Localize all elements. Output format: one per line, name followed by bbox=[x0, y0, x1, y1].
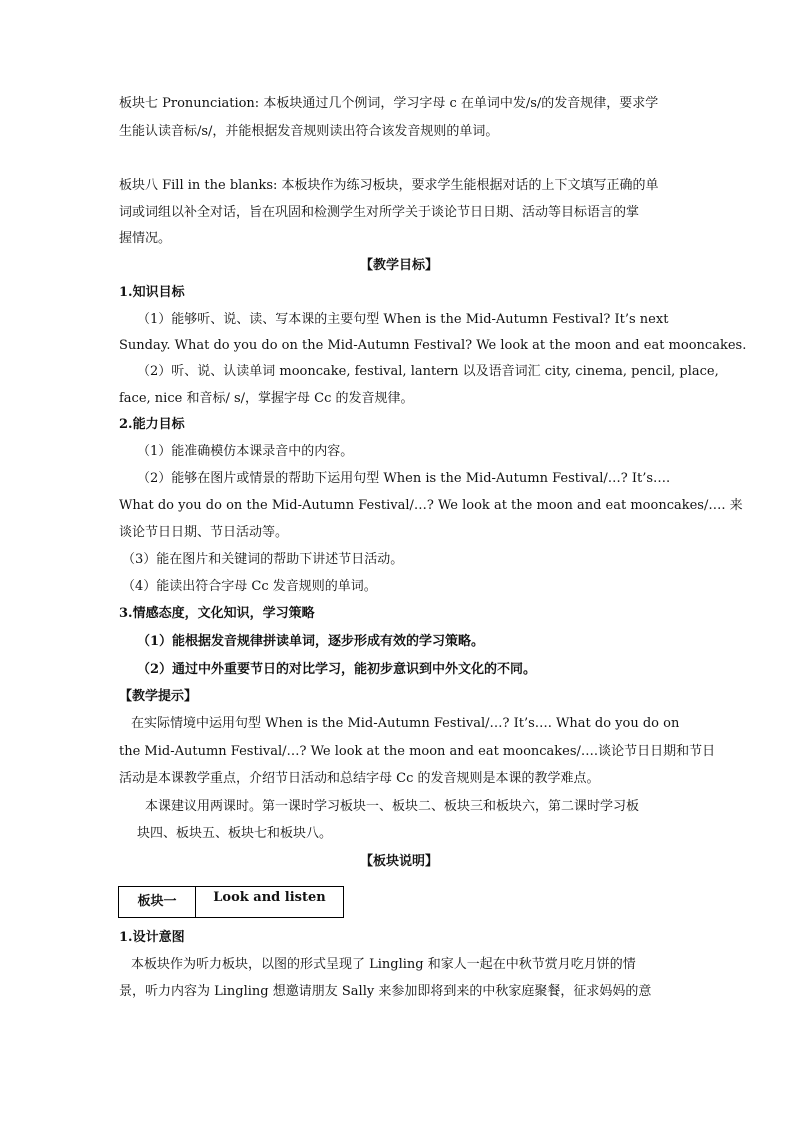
attitude-item2: （2）通过中外重要节日的对比学习，能初步意识到中外文化的不同。 bbox=[137, 662, 537, 677]
ability-heading: 2.能力目标 bbox=[119, 417, 185, 432]
knowledge-heading: 1.知识目标 bbox=[119, 285, 185, 300]
design-line2: 景，听力内容为 Lingling 想邀请朋友 Sally 来参加即将到来的中秋家庭聚餐，征求妈妈的意 bbox=[119, 984, 652, 999]
attitude-item1: （1）能根据发音规律拼读单词，逐步形成有效的学习策略。 bbox=[137, 634, 485, 649]
section7-line1: 板块七 Pronunciation: 本板块通过几个例词，学习字母 c 在单词中发/s/的发音规律，要求学 bbox=[119, 96, 659, 111]
tips-p2-line1: 本课建议用两课时。第一课时学习板块一、板块二、板块三和板块六，第二课时学习板 bbox=[145, 799, 640, 814]
knowledge-item2-line2: face, nice 和音标/ s/，掌握字母 Cc 的发音规律。 bbox=[119, 391, 414, 406]
ability-item3: （3）能在图片和关键词的帮助下讲述节日活动。 bbox=[122, 552, 404, 567]
attitude-heading: 3.情感态度，文化知识，学习策略 bbox=[119, 606, 315, 621]
knowledge-item1-line2: Sunday. What do you do on the Mid-Autumn Festival? We look at the moon and eat mooncakes. bbox=[119, 338, 747, 353]
ability-item4: （4）能读出符合字母 Cc 发音规则的单词。 bbox=[122, 579, 377, 594]
block-table bbox=[118, 886, 344, 918]
section8-line2: 词或词组以补全对话，旨在巩固和检测学生对所学关于谈论节日日期、活动等目标语言的掌 bbox=[119, 205, 640, 220]
tips-p1-line2: the Mid-Autumn Festival/…? We look at the moon and eat mooncakes/….谈论节日日期和节日 bbox=[119, 744, 716, 759]
block-title: 【板块说明】 bbox=[359, 854, 438, 869]
ability-item2-line3: 谈论节日日期、节日活动等。 bbox=[119, 525, 289, 540]
section7-line2: 生能认读音标/s/，并能根据发音规则读出符合该发音规则的单词。 bbox=[119, 124, 499, 139]
knowledge-item1-line1: （1）能够听、说、读、写本课的主要句型 When is the Mid-Autumn Festival? It’s next bbox=[137, 312, 669, 327]
tips-p1-line3: 活动是本课教学重点，介绍节日活动和总结字母 Cc 的发音规则是本课的教学难点。 bbox=[119, 771, 600, 786]
ability-item2-line2: What do you do on the Mid-Autumn Festival/…? We look at the moon and eat mooncakes/…. 来 bbox=[119, 498, 743, 513]
design-heading: 1.设计意图 bbox=[119, 930, 185, 945]
design-line1: 本板块作为听力板块，以图的形式呈现了 Lingling 和家人一起在中秋节赏月吃月饼的情 bbox=[131, 957, 636, 972]
tips-p2-line2: 块四、板块五、板块七和板块八。 bbox=[137, 826, 333, 841]
objectives-title: 【教学目标】 bbox=[359, 258, 438, 273]
block-name-cell: 板块一 bbox=[119, 887, 196, 918]
knowledge-item2-line1: （2）听、说、认读单词 mooncake, festival, lantern 以及语音词汇 city, cinema, pencil, place, bbox=[137, 364, 719, 379]
section8-line1: 板块八 Fill in the blanks: 本板块作为练习板块，要求学生能根据对话的上下文填写正确的单 bbox=[119, 178, 659, 193]
tips-p1-line1: 在实际情境中运用句型 When is the Mid-Autumn Festival/…? It’s…. What do you do on bbox=[131, 716, 680, 731]
section8-line3: 握情况。 bbox=[119, 231, 172, 246]
block-title-cell: Look and listen bbox=[196, 887, 344, 918]
block-table-row bbox=[119, 887, 344, 918]
ability-item1: （1）能准确模仿本课录音中的内容。 bbox=[137, 444, 354, 459]
tips-heading: 【教学提示】 bbox=[119, 689, 198, 704]
ability-item2-line1: （2）能够在图片或情景的帮助下运用句型 When is the Mid-Autumn Festival/…? It’s…. bbox=[137, 471, 671, 486]
